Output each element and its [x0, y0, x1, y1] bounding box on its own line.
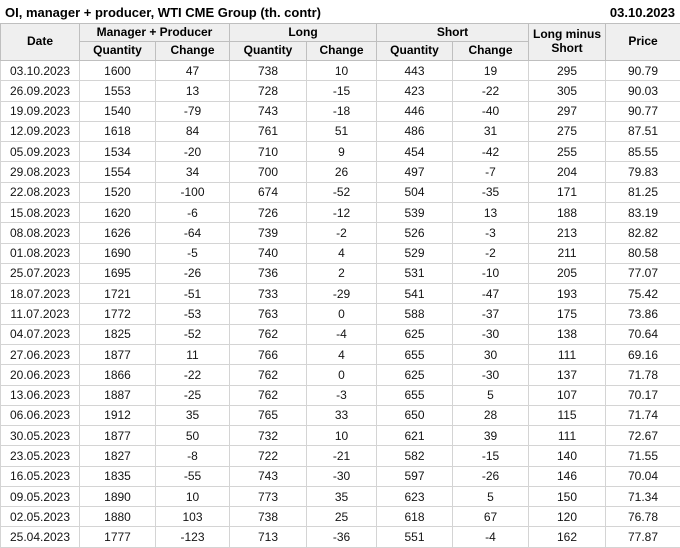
cell-date: 02.05.2023: [1, 507, 80, 527]
cell-date: 09.05.2023: [1, 486, 80, 506]
cell-price: 83.19: [606, 202, 680, 222]
cell-long-quantity: 743: [230, 101, 307, 121]
cell-price: 70.04: [606, 466, 680, 486]
cell-date: 29.08.2023: [1, 162, 80, 182]
cell-mp-change: -5: [156, 243, 230, 263]
cell-long-minus-short: 140: [529, 446, 606, 466]
cell-long-quantity: 773: [230, 486, 307, 506]
cell-short-quantity: 621: [377, 426, 453, 446]
cell-short-change: 39: [453, 426, 529, 446]
table-row: [1, 61, 680, 81]
cell-short-quantity: 625: [377, 324, 453, 344]
cell-mp-quantity: 1777: [80, 527, 156, 548]
cell-price: 90.77: [606, 101, 680, 121]
table-row: [1, 243, 680, 263]
cell-mp-quantity: 1553: [80, 81, 156, 101]
cell-mp-change: -51: [156, 284, 230, 304]
cell-price: 82.82: [606, 223, 680, 243]
cell-mp-quantity: 1520: [80, 182, 156, 202]
cell-long-quantity: 738: [230, 507, 307, 527]
cell-short-change: -30: [453, 365, 529, 385]
cell-long-minus-short: 150: [529, 486, 606, 506]
oi-table: [0, 23, 680, 548]
cell-short-change: 30: [453, 344, 529, 364]
cell-long-minus-short: 188: [529, 202, 606, 222]
cell-long-quantity: 700: [230, 162, 307, 182]
cell-price: 76.78: [606, 507, 680, 527]
cell-mp-quantity: 1618: [80, 121, 156, 141]
cell-short-quantity: 597: [377, 466, 453, 486]
cell-short-change: 28: [453, 405, 529, 425]
cell-price: 77.07: [606, 263, 680, 283]
cell-short-change: 13: [453, 202, 529, 222]
cell-short-change: -2: [453, 243, 529, 263]
cell-short-quantity: 526: [377, 223, 453, 243]
cell-long-minus-short: 175: [529, 304, 606, 324]
cell-short-change: 5: [453, 486, 529, 506]
cell-long-change: -4: [307, 324, 377, 344]
cell-mp-quantity: 1877: [80, 426, 156, 446]
cell-long-change: -52: [307, 182, 377, 202]
cell-long-change: -30: [307, 466, 377, 486]
cell-date: 18.07.2023: [1, 284, 80, 304]
cell-long-change: 4: [307, 243, 377, 263]
cell-long-minus-short: 255: [529, 142, 606, 162]
cell-mp-change: -26: [156, 263, 230, 283]
cell-long-quantity: 726: [230, 202, 307, 222]
cell-mp-change: -79: [156, 101, 230, 121]
cell-date: 03.10.2023: [1, 61, 80, 81]
cell-mp-quantity: 1887: [80, 385, 156, 405]
cell-date: 27.06.2023: [1, 344, 80, 364]
cell-short-quantity: 504: [377, 182, 453, 202]
cell-mp-change: 47: [156, 61, 230, 81]
cell-long-quantity: 732: [230, 426, 307, 446]
header-short: Short: [377, 24, 529, 42]
cell-price: 90.03: [606, 81, 680, 101]
cell-price: 85.55: [606, 142, 680, 162]
cell-short-change: 5: [453, 385, 529, 405]
cell-long-quantity: 674: [230, 182, 307, 202]
cell-mp-change: -53: [156, 304, 230, 324]
cell-short-change: -3: [453, 223, 529, 243]
cell-price: 71.74: [606, 405, 680, 425]
cell-mp-quantity: 1880: [80, 507, 156, 527]
cell-mp-change: -64: [156, 223, 230, 243]
cell-short-quantity: 650: [377, 405, 453, 425]
cell-short-quantity: 486: [377, 121, 453, 141]
cell-short-change: -47: [453, 284, 529, 304]
cell-short-quantity: 588: [377, 304, 453, 324]
cell-mp-change: -8: [156, 446, 230, 466]
cell-short-quantity: 541: [377, 284, 453, 304]
cell-mp-change: -123: [156, 527, 230, 548]
header-long-change: Change: [307, 42, 377, 61]
cell-date: 20.06.2023: [1, 365, 80, 385]
cell-short-quantity: 446: [377, 101, 453, 121]
cell-date: 04.07.2023: [1, 324, 80, 344]
cell-long-change: -18: [307, 101, 377, 121]
cell-date: 16.05.2023: [1, 466, 80, 486]
cell-mp-quantity: 1626: [80, 223, 156, 243]
cell-short-change: 19: [453, 61, 529, 81]
cell-short-quantity: 529: [377, 243, 453, 263]
cell-short-quantity: 531: [377, 263, 453, 283]
cell-long-change: -29: [307, 284, 377, 304]
cell-price: 81.25: [606, 182, 680, 202]
header-mp-change: Change: [156, 42, 230, 61]
cell-short-change: -37: [453, 304, 529, 324]
cell-long-quantity: 710: [230, 142, 307, 162]
cell-long-minus-short: 138: [529, 324, 606, 344]
cell-short-quantity: 454: [377, 142, 453, 162]
cell-short-change: -40: [453, 101, 529, 121]
cell-mp-change: -100: [156, 182, 230, 202]
cell-long-change: 35: [307, 486, 377, 506]
table-row: [1, 527, 680, 548]
cell-long-quantity: 722: [230, 446, 307, 466]
table-row: [1, 223, 680, 243]
cell-mp-change: -25: [156, 385, 230, 405]
cell-long-minus-short: 213: [529, 223, 606, 243]
cell-price: 77.87: [606, 527, 680, 548]
cell-long-minus-short: 295: [529, 61, 606, 81]
cell-long-minus-short: 275: [529, 121, 606, 141]
table-row: [1, 202, 680, 222]
cell-short-change: -26: [453, 466, 529, 486]
cell-long-quantity: 713: [230, 527, 307, 548]
cell-long-change: 51: [307, 121, 377, 141]
cell-mp-change: 84: [156, 121, 230, 141]
cell-date: 01.08.2023: [1, 243, 80, 263]
cell-long-minus-short: 115: [529, 405, 606, 425]
cell-long-minus-short: 193: [529, 284, 606, 304]
cell-price: 70.64: [606, 324, 680, 344]
cell-mp-quantity: 1600: [80, 61, 156, 81]
cell-long-change: -15: [307, 81, 377, 101]
cell-mp-quantity: 1890: [80, 486, 156, 506]
table-row: [1, 405, 680, 425]
cell-long-quantity: 739: [230, 223, 307, 243]
cell-date: 15.08.2023: [1, 202, 80, 222]
cell-long-change: 10: [307, 61, 377, 81]
cell-long-change: 26: [307, 162, 377, 182]
table-row: [1, 182, 680, 202]
cell-price: 73.86: [606, 304, 680, 324]
page-title: OI, manager + producer, WTI CME Group (th. contr): [5, 5, 321, 20]
cell-mp-quantity: 1866: [80, 365, 156, 385]
header-date: Date: [1, 24, 80, 61]
cell-long-change: -36: [307, 527, 377, 548]
cell-short-quantity: 655: [377, 344, 453, 364]
cell-mp-change: -52: [156, 324, 230, 344]
cell-mp-quantity: 1827: [80, 446, 156, 466]
cell-long-quantity: 766: [230, 344, 307, 364]
cell-date: 23.05.2023: [1, 446, 80, 466]
cell-short-quantity: 443: [377, 61, 453, 81]
table-row: [1, 284, 680, 304]
cell-date: 25.07.2023: [1, 263, 80, 283]
cell-date: 06.06.2023: [1, 405, 80, 425]
cell-date: 05.09.2023: [1, 142, 80, 162]
cell-date: 25.04.2023: [1, 527, 80, 548]
table-row: [1, 365, 680, 385]
header-long-minus-short: Long minus Short: [529, 24, 606, 61]
cell-long-change: -12: [307, 202, 377, 222]
cell-long-quantity: 740: [230, 243, 307, 263]
cell-long-minus-short: 211: [529, 243, 606, 263]
cell-price: 75.42: [606, 284, 680, 304]
header-mp-quantity: Quantity: [80, 42, 156, 61]
cell-long-minus-short: 204: [529, 162, 606, 182]
cell-long-minus-short: 111: [529, 344, 606, 364]
cell-mp-quantity: 1620: [80, 202, 156, 222]
cell-long-change: 0: [307, 304, 377, 324]
cell-long-quantity: 733: [230, 284, 307, 304]
cell-mp-quantity: 1877: [80, 344, 156, 364]
cell-short-quantity: 655: [377, 385, 453, 405]
cell-long-minus-short: 111: [529, 426, 606, 446]
header-long: Long: [230, 24, 377, 42]
cell-mp-quantity: 1534: [80, 142, 156, 162]
cell-price: 71.78: [606, 365, 680, 385]
cell-short-quantity: 582: [377, 446, 453, 466]
cell-mp-change: 11: [156, 344, 230, 364]
cell-long-change: -3: [307, 385, 377, 405]
cell-price: 71.55: [606, 446, 680, 466]
cell-long-minus-short: 146: [529, 466, 606, 486]
cell-mp-change: -55: [156, 466, 230, 486]
cell-mp-quantity: 1554: [80, 162, 156, 182]
cell-date: 26.09.2023: [1, 81, 80, 101]
cell-short-quantity: 623: [377, 486, 453, 506]
header-manager-producer: Manager + Producer: [80, 24, 230, 42]
cell-long-minus-short: 162: [529, 527, 606, 548]
cell-date: 30.05.2023: [1, 426, 80, 446]
cell-mp-change: -6: [156, 202, 230, 222]
cell-long-quantity: 762: [230, 324, 307, 344]
cell-long-change: 10: [307, 426, 377, 446]
cell-long-quantity: 763: [230, 304, 307, 324]
cell-short-change: -35: [453, 182, 529, 202]
table-row: [1, 507, 680, 527]
cell-mp-quantity: 1772: [80, 304, 156, 324]
header-price: Price: [606, 24, 680, 61]
cell-long-minus-short: 305: [529, 81, 606, 101]
table-row: [1, 304, 680, 324]
header-group-row: [1, 24, 680, 42]
cell-short-change: -42: [453, 142, 529, 162]
cell-price: 90.79: [606, 61, 680, 81]
cell-date: 11.07.2023: [1, 304, 80, 324]
cell-long-quantity: 762: [230, 365, 307, 385]
cell-short-change: -7: [453, 162, 529, 182]
cell-mp-quantity: 1825: [80, 324, 156, 344]
cell-long-quantity: 761: [230, 121, 307, 141]
cell-date: 19.09.2023: [1, 101, 80, 121]
cell-price: 87.51: [606, 121, 680, 141]
cell-mp-quantity: 1835: [80, 466, 156, 486]
cell-mp-change: -20: [156, 142, 230, 162]
cell-long-quantity: 738: [230, 61, 307, 81]
cell-short-quantity: 551: [377, 527, 453, 548]
cell-short-change: -22: [453, 81, 529, 101]
cell-short-change: -15: [453, 446, 529, 466]
header-short-change: Change: [453, 42, 529, 61]
cell-mp-quantity: 1540: [80, 101, 156, 121]
cell-date: 08.08.2023: [1, 223, 80, 243]
table-row: [1, 446, 680, 466]
cell-short-quantity: 618: [377, 507, 453, 527]
cell-long-quantity: 765: [230, 405, 307, 425]
cell-short-change: -30: [453, 324, 529, 344]
table-row: [1, 101, 680, 121]
cell-short-change: 31: [453, 121, 529, 141]
cell-long-quantity: 728: [230, 81, 307, 101]
table-row: [1, 121, 680, 141]
cell-mp-change: 35: [156, 405, 230, 425]
title-bar: [0, 0, 680, 23]
cell-long-change: -21: [307, 446, 377, 466]
table-row: [1, 324, 680, 344]
cell-long-quantity: 762: [230, 385, 307, 405]
cell-long-minus-short: 137: [529, 365, 606, 385]
report-date: 03.10.2023: [609, 5, 675, 20]
table-row: [1, 426, 680, 446]
cell-short-quantity: 497: [377, 162, 453, 182]
cell-long-change: 33: [307, 405, 377, 425]
table-row: [1, 142, 680, 162]
cell-mp-change: 34: [156, 162, 230, 182]
table-row: [1, 344, 680, 364]
cell-long-change: 0: [307, 365, 377, 385]
cell-short-quantity: 539: [377, 202, 453, 222]
table-row: [1, 466, 680, 486]
cell-long-change: 9: [307, 142, 377, 162]
cell-price: 71.34: [606, 486, 680, 506]
cell-price: 79.83: [606, 162, 680, 182]
cell-short-change: 67: [453, 507, 529, 527]
cell-date: 22.08.2023: [1, 182, 80, 202]
table-row: [1, 385, 680, 405]
table-body: [1, 61, 680, 548]
cell-mp-quantity: 1690: [80, 243, 156, 263]
cell-long-minus-short: 205: [529, 263, 606, 283]
cell-mp-change: 50: [156, 426, 230, 446]
header-short-quantity: Quantity: [377, 42, 453, 61]
cell-long-minus-short: 120: [529, 507, 606, 527]
cell-long-minus-short: 107: [529, 385, 606, 405]
cell-mp-change: -22: [156, 365, 230, 385]
cell-date: 13.06.2023: [1, 385, 80, 405]
cell-mp-quantity: 1721: [80, 284, 156, 304]
table-row: [1, 486, 680, 506]
cell-mp-change: 103: [156, 507, 230, 527]
table-row: [1, 162, 680, 182]
table-header: [1, 24, 680, 61]
cell-long-quantity: 736: [230, 263, 307, 283]
cell-price: 69.16: [606, 344, 680, 364]
cell-long-change: 25: [307, 507, 377, 527]
cell-long-quantity: 743: [230, 466, 307, 486]
table-row: [1, 81, 680, 101]
cell-long-minus-short: 297: [529, 101, 606, 121]
cell-short-change: -4: [453, 527, 529, 548]
cell-long-change: -2: [307, 223, 377, 243]
cell-mp-change: 10: [156, 486, 230, 506]
cell-price: 70.17: [606, 385, 680, 405]
cell-short-change: -10: [453, 263, 529, 283]
cell-short-quantity: 625: [377, 365, 453, 385]
cell-short-quantity: 423: [377, 81, 453, 101]
cell-date: 12.09.2023: [1, 121, 80, 141]
header-long-quantity: Quantity: [230, 42, 307, 61]
cell-mp-quantity: 1695: [80, 263, 156, 283]
cell-long-change: 2: [307, 263, 377, 283]
cell-price: 80.58: [606, 243, 680, 263]
cell-long-change: 4: [307, 344, 377, 364]
cell-mp-quantity: 1912: [80, 405, 156, 425]
cell-mp-change: 13: [156, 81, 230, 101]
cell-price: 72.67: [606, 426, 680, 446]
cell-long-minus-short: 171: [529, 182, 606, 202]
table-row: [1, 263, 680, 283]
